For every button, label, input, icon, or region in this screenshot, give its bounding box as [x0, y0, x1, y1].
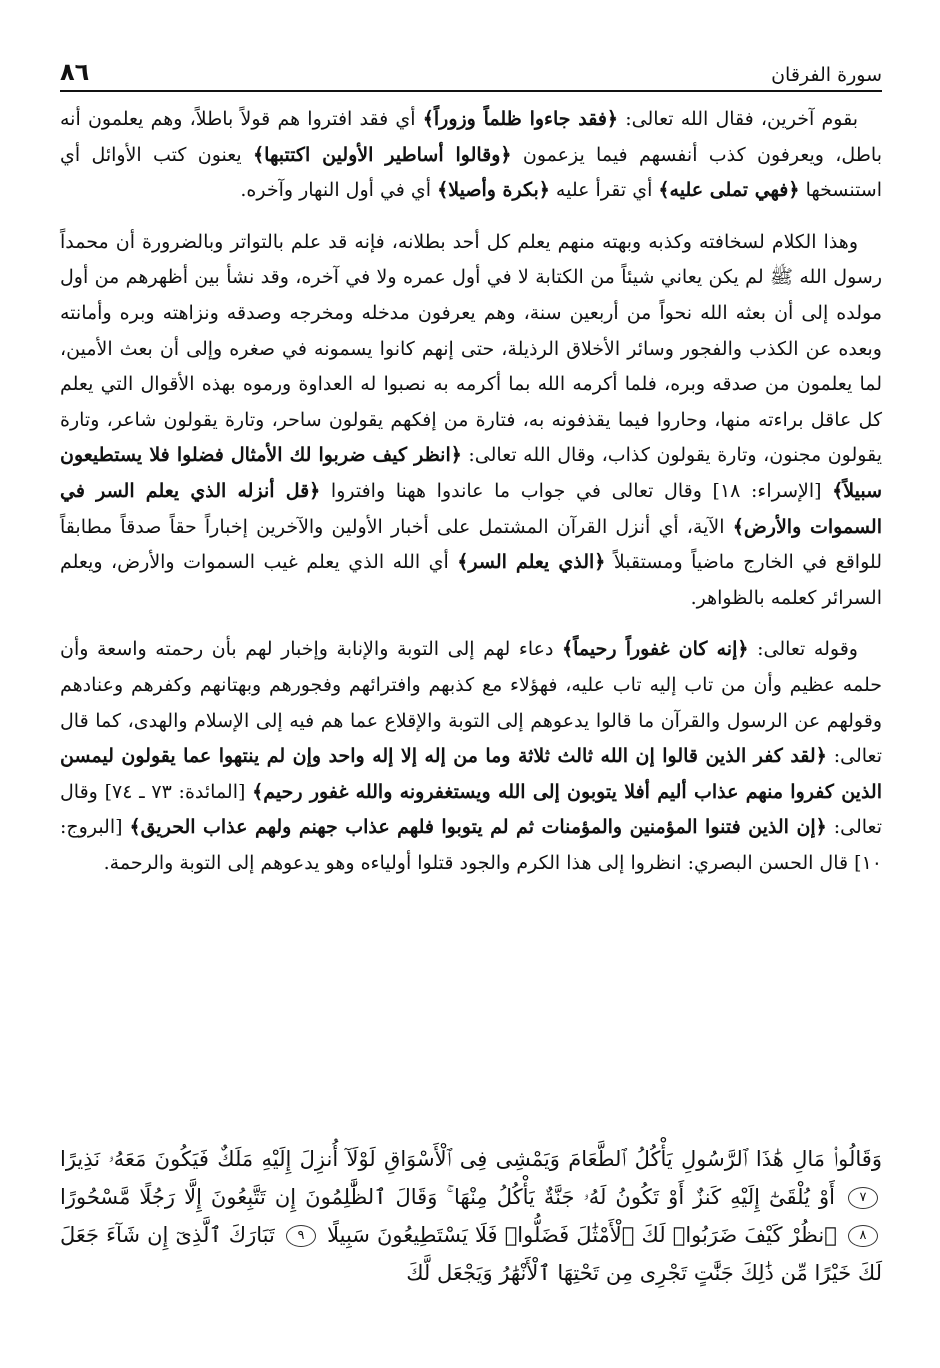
header-rule	[60, 90, 882, 92]
quran-quote: ﴿لقد كفر الذين قالوا إن الله ثالث ثلاثة وما من إله إلا إله واحد وإن لم ينتهوا عما يقولون ليمسن الذين كفروا منهم عذاب أليم أفلا يتوبون إلى الله ويستغفرونه والله غفور رحيم﴾	[60, 745, 882, 803]
ayah-number-marker: ٨	[848, 1225, 878, 1247]
quran-quote: ﴿إن الذين فتنوا المؤمنين والمؤمنات ثم لم يتوبوا فلهم عذاب جهنم ولهم عذاب الحريق﴾	[129, 816, 827, 839]
text-run: أي تقرأ عليه	[549, 179, 659, 202]
quran-quote: ﴿بكرة وأصيلا﴾	[437, 179, 550, 202]
paragraph	[60, 225, 882, 617]
paragraph	[60, 102, 882, 209]
page-number: ٨٦	[60, 58, 90, 86]
text-run: أي فقد افتروا هم قولاً باطلاً، وهم يعلمون أنه باطل، ويعرفون كذب أنفسهم فيما يزعمون	[60, 108, 882, 166]
text-run: [الإسراء: ١٨] وقال تعالى في جواب ما عاندوا ههنا وافتروا	[320, 479, 833, 502]
text-run: وقوله تعالى:	[748, 638, 858, 661]
verse-text: ٱنظُرْ كَيْفَ ضَرَبُوا۟ لَكَ ٱلْأَمْثَٰلَ فَضَلُّوا۟ فَلَا يَسْتَطِيعُونَ سَبِيلًا	[327, 1223, 837, 1247]
quran-verses	[60, 1140, 882, 1292]
quran-quote: ﴿وقالوا أساطير الأولين اكتتبها﴾	[253, 143, 512, 166]
text-run: بقوم آخرين، فقال الله تعالى:	[618, 108, 858, 130]
ayah-number-marker: ٧	[848, 1187, 878, 1209]
ayah-number-marker: ٩	[286, 1225, 316, 1247]
text-run: دعاء لهم إلى التوبة والإنابة وإخبار لهم بأن رحمته واسعة وأن حلمه عظيم وأن من تاب إليه تاب عليه، فهؤلاء مع كذبهم وافترائهم وفجورهم وبهتانهم وكفرهم وعنادهم وقولهم عن الرسول والقرآن ما قالوا يدعوهم إلى التوبة والإقلاع عما هم فيه إلى الإسلام والهدى، كما قال تعالى:	[60, 638, 882, 768]
surah-title: سورة الفرقان	[771, 64, 882, 86]
paragraph	[60, 632, 882, 881]
quran-quote: ﴿إنه كان غفوراً رحيماً﴾	[561, 638, 749, 661]
text-run: أي الله الذي يعلم غيب السموات والأرض، ويعلم السرائر كعلمه بالظواهر.	[60, 551, 882, 609]
text-run: [المائدة: ٧٣ ـ ٧٤] وقال تعالى:	[60, 780, 883, 839]
text-run: الآية، أي أنزل القرآن المشتمل على أخبار الأولين والآخرين إخباراً حقاً صدقاً مطابقاً للواقع في الخارج ماضياً ومستقبلاً	[60, 515, 882, 574]
quran-quote: ﴿قل أنزله الذي يعلم السر في السموات والأرض﴾	[60, 479, 882, 538]
text-run: يعنون كتب الأوائل أي استنسخها	[60, 143, 882, 202]
book-page	[60, 48, 882, 881]
verse-text: تَبَارَكَ ٱلَّذِىٓ إِن شَآءَ جَعَلَ لَكَ خَيْرًا مِّن ذَٰلِكَ جَنَّٰتٍ تَجْرِى مِن تَحْتِهَا ٱلْأَنْهَٰرُ وَيَجْعَل لَّكَ	[60, 1223, 882, 1285]
text-run: [البروج: ١٠] قال الحسن البصري: انظروا إلى هذا الكرم والجود قتلوا أولياءه وهو يدعوهم إلى التوبة والرحمة.	[60, 816, 882, 874]
page-header	[60, 48, 882, 86]
text-run: أي في أول النهار وآخره.	[240, 179, 438, 202]
quran-quote: ﴿فقد جاءوا ظلماً وزوراً﴾	[422, 108, 619, 130]
commentary-body	[60, 102, 882, 881]
verse-text: أَوْ يُلْقَىٰٓ إِلَيْهِ كَنزٌ أَوْ تَكُونُ لَهُۥ جَنَّةٌ يَأْكُلُ مِنْهَا ۚ وَقَالَ ٱلظَّٰلِمُونَ إِن تَتَّبِعُونَ إِلَّا رَجُلًا مَّسْحُورًا	[60, 1185, 835, 1209]
verse-text: وَقَالُوا۟ مَالِ هَٰذَا ٱلرَّسُولِ يَأْكُلُ ٱلطَّعَامَ وَيَمْشِى فِى ٱلْأَسْوَاقِ لَوْلَآ أُنزِلَ إِلَيْهِ مَلَكٌ فَيَكُونَ مَعَهُۥ نَذِيرًا	[60, 1147, 882, 1171]
text-run: وهذا الكلام لسخافته وكذبه وبهته منهم يعلم كل أحد بطلانه، فإنه قد علم بالتواتر وبالضرورة أن محمداً رسول الله ﷺ لم يكن يعاني شيئاً من الكتابة لا في أول عمره ولا في آخره، وقد نشأ بين أظهرهم من أول مولده إلى أن بعثه الله نحواً من أربعين سنة، وهم يعرفون مدخله ومخرجه وصدقه ونزاهته وبره وأمانته وبعده عن الكذب والفجور وسائر الأخلاق الرذيلة، حتى إنهم كانوا يسمونه في صغره وإلى أن بعث الأمين، لما يعلمون من صدقه وبره، فلما أكرمه الله بما أكرمه به نصبوا له العداوة ورموه بهذه الأقوال التي يعلم كل عاقل براءته منها، وحاروا فيما يقذفونه به، فتارة من إفكهم يقولون ساحر، وتارة يقولون شاعر، وتارة يقولون مجنون، وتارة يقولون كذاب، وقال الله تعالى:	[60, 230, 882, 467]
quran-quote: ﴿فهي تملى عليه﴾	[658, 179, 800, 202]
quran-quote: ﴿الذي يعلم السر﴾	[457, 551, 606, 574]
quran-quote: ﴿انظر كيف ضربوا لك الأمثال فضلوا فلا يستطيعون سبيلاً﴾	[60, 444, 883, 502]
